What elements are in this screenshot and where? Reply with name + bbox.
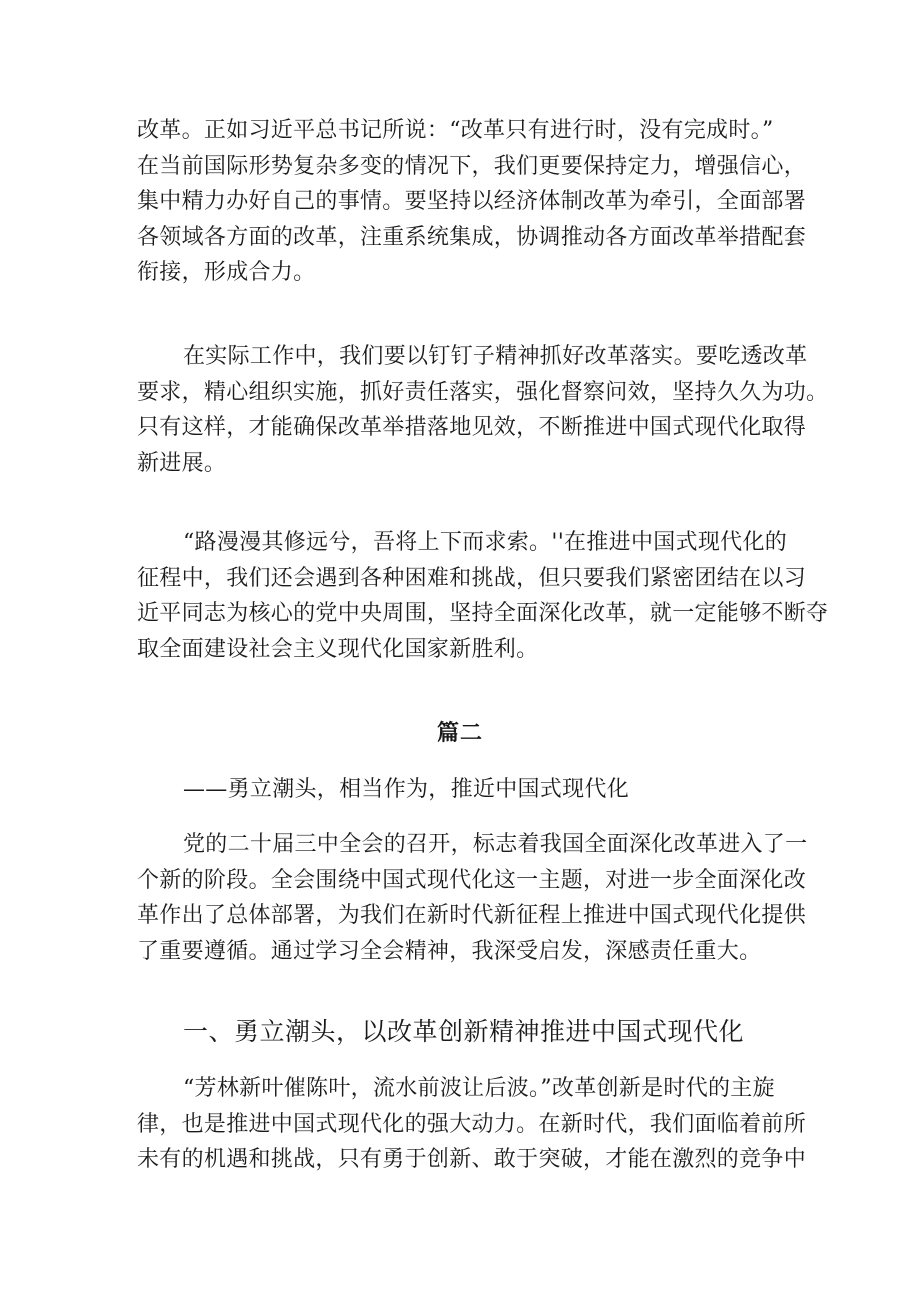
heading-one: 一、勇立潮头，以改革创新精神推进中国式现代化 [183, 1017, 745, 1046]
text-line: 衔接，形成合力。 [137, 260, 316, 285]
text-line: 新进展。 [137, 450, 227, 476]
text-line: 了重要遵循。通过学习全会精神，我深受启发，深感责任重大。 [137, 938, 762, 964]
text-line: 取全面建设社会主义现代化国家新胜利。 [137, 636, 539, 662]
paragraph-implementation [137, 339, 829, 481]
text-line: 改革。正如习近平总书记所说：“改革只有进行时，没有完成时。” [137, 118, 774, 143]
text-line: 革作出了总体部署，为我们在新时代新征程上推进中国式现代化提供 [137, 903, 807, 928]
text-line: “路漫漫其修远兮，吾将上下而求索。''在推进中国式现代化的 [183, 530, 788, 555]
text-line: 未有的机遇和挑战，只有勇于创新、敢于突破，才能在激烈的竞争中 [137, 1147, 807, 1172]
text-line: 在实际工作中，我们要以钉钉子精神抓好改革落实。要吃透改革 [183, 344, 808, 369]
section-subtitle: ——勇立潮头，相当作为，推近中国式现代化 [183, 777, 630, 802]
text-line: 个新的阶段。全会围绕中国式现代化这一主题，对进一步全面深化改 [137, 867, 807, 893]
text-line: 律，也是推进中国式现代化的强大动力。在新时代，我们面临着前所 [137, 1111, 807, 1137]
paragraph-quote-journey [137, 525, 829, 667]
text-line: “芳林新叶催陈叶，流水前波让后波。”改革创新是时代的主旋 [183, 1076, 775, 1101]
paragraph-innovation [137, 1071, 807, 1178]
text-line: 集中精力办好自己的事情。要坚持以经济体制改革为牵引，全面部署 [137, 189, 807, 214]
text-line: 要求，精心组织实施，抓好责任落实，强化督察问效，坚持久久为功。 [137, 379, 829, 405]
text-line: 近平同志为核心的党中央周围，坚持全面深化改革，就一定能够不断夺 [137, 601, 829, 626]
section-title: 篇二 [436, 720, 483, 746]
text-line: 征程中，我们还会遇到各种困难和挑战，但只要我们紧密团结在以习 [137, 565, 807, 591]
paragraph-reform-continuation [137, 113, 807, 291]
text-line: 在当前国际形势复杂多变的情况下，我们更要保持定力，增强信心， [137, 153, 807, 179]
text-line: 党的二十届三中全会的召开，标志着我国全面深化改革进入了一 [183, 832, 808, 857]
text-line: 只有这样，才能确保改革举措落地见效，不断推进中国式现代化取得 [137, 415, 807, 440]
text-line: 各领域各方面的改革，注重系统集成，协调推动各方面改革举措配套 [137, 224, 807, 250]
paragraph-intro [137, 827, 808, 969]
